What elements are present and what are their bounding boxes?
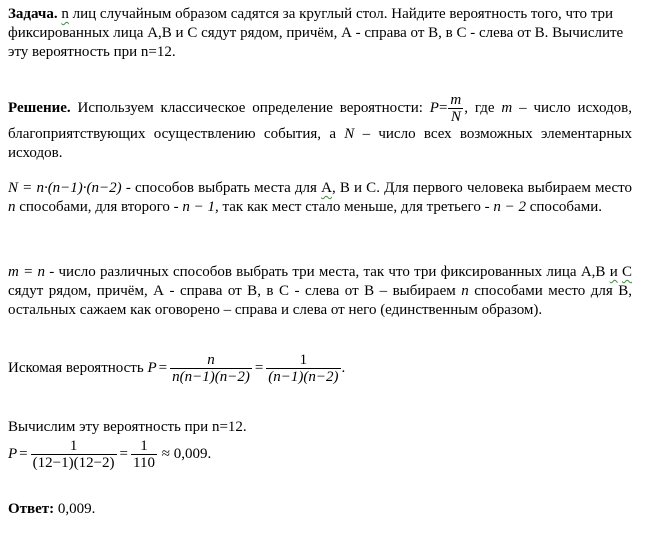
compute-formula [8,438,632,471]
para3-text-a: - число различных способов выбрать три места, так что три фиксированных лица А,В [44,264,610,280]
fraction-m-over-N [448,92,463,125]
fraction-numerator: 1 [131,438,157,455]
formula-N: N = n·(n−1)·(n−2) [8,180,122,196]
fraction-denominator: n(n−1)(n−2) [172,369,250,385]
formula-eq: = [254,359,264,376]
favorable-paragraph [8,263,632,320]
symbol-m: m [501,99,513,116]
para2-text-c: способами, для второго - [15,199,183,215]
para2-text-e: способами. [525,199,602,215]
solution-paragraph [8,92,632,163]
formula-eq: = [438,99,448,116]
fraction-denominator: N [450,109,461,125]
solution-text-d: – число всех возможных элементарных исходов. [8,126,632,161]
para2-A: А [321,180,332,196]
formula-P: P [8,445,18,462]
solution-text-a: Используем классическое определение вероятности: [70,99,430,116]
para3-text-c: сядут рядом, причём, А - справа от В, в С - слева от В – выбираем [8,283,462,299]
fraction-numerator: m [450,92,462,108]
symbol-n: n [8,199,16,215]
formula-eq: = [158,359,168,376]
para2-text-d: , так как мест стало меньше, для третьего - [215,199,494,215]
formula-eq: = [119,445,129,462]
formula-P: P [147,359,157,376]
task-n: n [61,6,69,22]
places-paragraph [8,179,632,217]
para2-text-b: , В и С. Для первого человека выбираем место [331,180,633,196]
symbol-n: n [461,283,469,299]
fraction-numerator: 1 [31,438,117,455]
formula-eq: = [19,445,28,462]
compute-text: Вычислим эту вероятность при n=12. [8,419,247,435]
answer-value: 0,009. [54,501,96,517]
fraction-denominator: (n−1)(n−2) [268,369,339,385]
answer-label: Ответ: [8,501,55,517]
solution-text-c: – число исходов, благоприятствующих осуществлению события, а [8,99,632,142]
fraction-compute-2 [131,438,157,471]
task-label: Задача. [8,6,58,22]
fraction-result-1 [170,352,252,385]
result-formula [8,352,632,385]
answer-line [8,500,632,519]
fraction-result-2 [266,352,340,385]
para3-C: С [622,264,633,280]
task-paragraph [8,5,632,62]
symbol-N: N [344,126,355,142]
fraction-compute-1 [31,438,117,471]
fraction-denominator: 110 [133,455,155,471]
task-text: лиц случайным образом садятся за круглый стол. Найдите вероятность того, что три фиксированных лица А,В и С сядут рядом, причём, А - справа от В, в С - слева от В. Вычислите эту вероятность при n=12. [8,6,624,60]
fraction-denominator: (12−1)(12−2) [32,455,115,471]
formula-P: P [429,99,439,116]
fraction-numerator: 1 [266,352,340,369]
para3-and: и [609,264,618,280]
compute-label [8,418,632,437]
solution-text-b: , где [464,99,502,116]
para2-text-a: - способов выбрать места для [121,180,322,196]
symbol-n-minus-2: n − 2 [493,199,526,215]
approx-value: ≈ 0,009 [161,445,208,462]
result-label: Искомая вероятность [8,359,148,376]
symbol-n-minus-1: n − 1 [182,199,216,215]
formula-m: m = n [8,264,45,280]
solution-label: Решение. [8,99,71,116]
formula-end: . [341,359,346,376]
formula-end: . [207,445,212,462]
para3-text-d: способами место для В, остальных сажаем как оговорено – справа и слева от него (единственным образом). [8,283,632,318]
fraction-numerator: n [170,352,252,369]
